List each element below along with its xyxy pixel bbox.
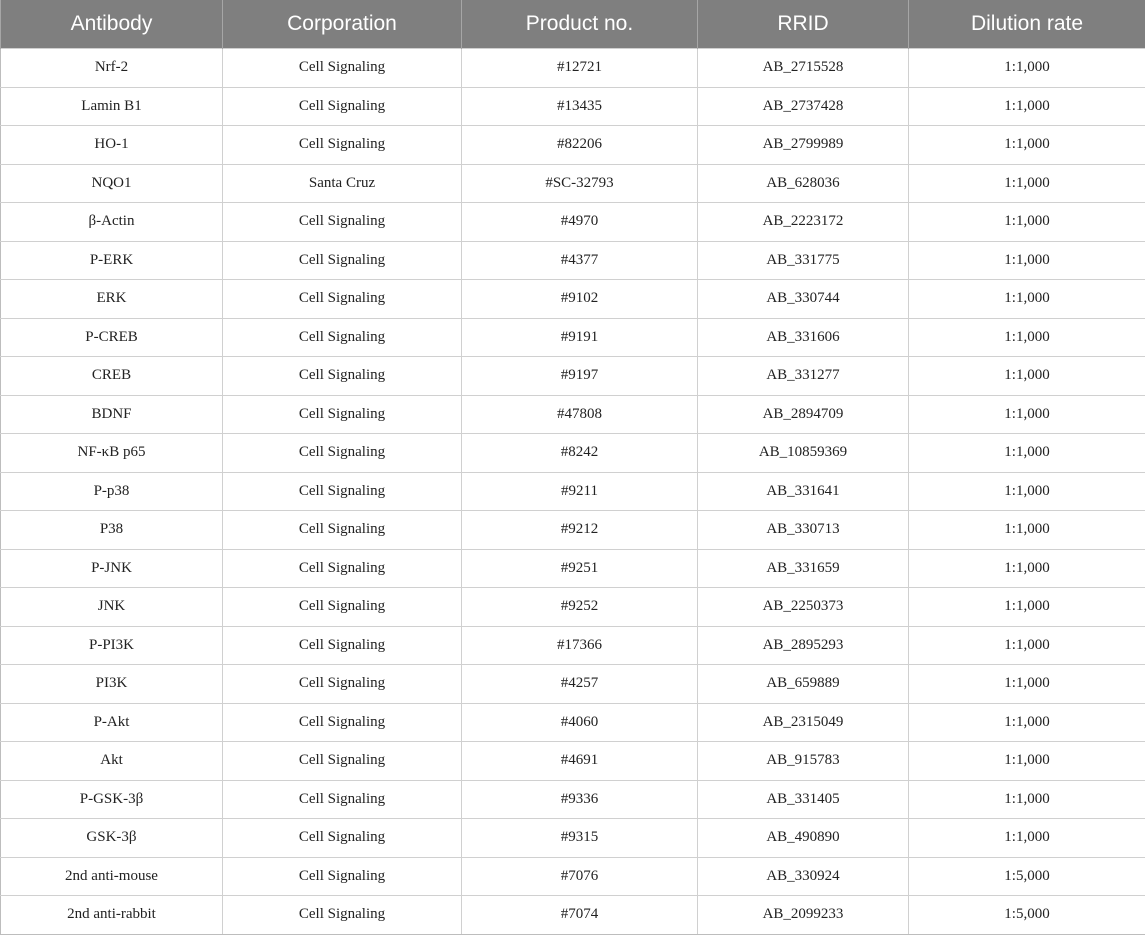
table-row bbox=[1, 626, 1145, 665]
product-no-cell: #13435 bbox=[462, 87, 698, 126]
rrid-cell: AB_628036 bbox=[698, 164, 909, 203]
antibody-cell: PI3K bbox=[1, 665, 223, 704]
corporation-cell: Cell Signaling bbox=[223, 318, 462, 357]
product-no-cell: #4060 bbox=[462, 703, 698, 742]
antibody-cell: P-CREB bbox=[1, 318, 223, 357]
antibody-cell: BDNF bbox=[1, 395, 223, 434]
rrid-cell: AB_2099233 bbox=[698, 896, 909, 935]
rrid-cell: AB_2894709 bbox=[698, 395, 909, 434]
product-no-cell: #9197 bbox=[462, 357, 698, 396]
table-row bbox=[1, 203, 1145, 242]
antibody-cell: GSK-3β bbox=[1, 819, 223, 858]
antibody-cell: HO-1 bbox=[1, 126, 223, 165]
dilution-rate-cell: 1:1,000 bbox=[909, 626, 1145, 665]
product-no-cell: #9191 bbox=[462, 318, 698, 357]
corporation-cell: Cell Signaling bbox=[223, 203, 462, 242]
product-no-cell: #4377 bbox=[462, 241, 698, 280]
dilution-rate-cell: 1:1,000 bbox=[909, 164, 1145, 203]
product-no-cell: #12721 bbox=[462, 49, 698, 88]
dilution-rate-cell: 1:1,000 bbox=[909, 357, 1145, 396]
corporation-cell: Cell Signaling bbox=[223, 549, 462, 588]
product-no-cell: #7074 bbox=[462, 896, 698, 935]
rrid-cell: AB_331641 bbox=[698, 472, 909, 511]
rrid-cell: AB_2737428 bbox=[698, 87, 909, 126]
antibody-cell: P-ERK bbox=[1, 241, 223, 280]
header-product-no: Product no. bbox=[462, 0, 698, 49]
product-no-cell: #17366 bbox=[462, 626, 698, 665]
antibody-cell: 2nd anti-mouse bbox=[1, 857, 223, 896]
header-dilution-rate: Dilution rate bbox=[909, 0, 1145, 49]
antibody-cell: 2nd anti-rabbit bbox=[1, 896, 223, 935]
dilution-rate-cell: 1:1,000 bbox=[909, 511, 1145, 550]
product-no-cell: #SC-32793 bbox=[462, 164, 698, 203]
table-row bbox=[1, 511, 1145, 550]
dilution-rate-cell: 1:1,000 bbox=[909, 241, 1145, 280]
corporation-cell: Cell Signaling bbox=[223, 703, 462, 742]
corporation-cell: Cell Signaling bbox=[223, 357, 462, 396]
rrid-cell: AB_331659 bbox=[698, 549, 909, 588]
corporation-cell: Cell Signaling bbox=[223, 511, 462, 550]
corporation-cell: Santa Cruz bbox=[223, 164, 462, 203]
rrid-cell: AB_2315049 bbox=[698, 703, 909, 742]
corporation-cell: Cell Signaling bbox=[223, 588, 462, 627]
antibody-cell: P-p38 bbox=[1, 472, 223, 511]
corporation-cell: Cell Signaling bbox=[223, 126, 462, 165]
rrid-cell: AB_490890 bbox=[698, 819, 909, 858]
table-row bbox=[1, 665, 1145, 704]
rrid-cell: AB_331606 bbox=[698, 318, 909, 357]
rrid-cell: AB_2250373 bbox=[698, 588, 909, 627]
antibody-cell: P-PI3K bbox=[1, 626, 223, 665]
product-no-cell: #9102 bbox=[462, 280, 698, 319]
corporation-cell: Cell Signaling bbox=[223, 280, 462, 319]
dilution-rate-cell: 1:1,000 bbox=[909, 549, 1145, 588]
product-no-cell: #9336 bbox=[462, 780, 698, 819]
rrid-cell: AB_331277 bbox=[698, 357, 909, 396]
rrid-cell: AB_659889 bbox=[698, 665, 909, 704]
antibody-cell: Lamin B1 bbox=[1, 87, 223, 126]
corporation-cell: Cell Signaling bbox=[223, 395, 462, 434]
product-no-cell: #9252 bbox=[462, 588, 698, 627]
rrid-cell: AB_2715528 bbox=[698, 49, 909, 88]
antibody-cell: β-Actin bbox=[1, 203, 223, 242]
antibody-cell: Nrf-2 bbox=[1, 49, 223, 88]
corporation-cell: Cell Signaling bbox=[223, 472, 462, 511]
dilution-rate-cell: 1:1,000 bbox=[909, 203, 1145, 242]
rrid-cell: AB_915783 bbox=[698, 742, 909, 781]
dilution-rate-cell: 1:1,000 bbox=[909, 703, 1145, 742]
table-row bbox=[1, 318, 1145, 357]
table-row bbox=[1, 742, 1145, 781]
corporation-cell: Cell Signaling bbox=[223, 819, 462, 858]
table-row bbox=[1, 395, 1145, 434]
dilution-rate-cell: 1:1,000 bbox=[909, 588, 1145, 627]
corporation-cell: Cell Signaling bbox=[223, 87, 462, 126]
antibody-cell: CREB bbox=[1, 357, 223, 396]
product-no-cell: #7076 bbox=[462, 857, 698, 896]
header-antibody: Antibody bbox=[1, 0, 223, 49]
antibody-cell: P38 bbox=[1, 511, 223, 550]
table-row bbox=[1, 241, 1145, 280]
dilution-rate-cell: 1:1,000 bbox=[909, 742, 1145, 781]
antibody-cell: P-JNK bbox=[1, 549, 223, 588]
antibody-cell: P-GSK-3β bbox=[1, 780, 223, 819]
dilution-rate-cell: 1:1,000 bbox=[909, 49, 1145, 88]
table-row bbox=[1, 857, 1145, 896]
dilution-rate-cell: 1:5,000 bbox=[909, 857, 1145, 896]
header-row bbox=[1, 0, 1145, 49]
product-no-cell: #4970 bbox=[462, 203, 698, 242]
table-row bbox=[1, 819, 1145, 858]
dilution-rate-cell: 1:1,000 bbox=[909, 819, 1145, 858]
corporation-cell: Cell Signaling bbox=[223, 857, 462, 896]
rrid-cell: AB_2223172 bbox=[698, 203, 909, 242]
product-no-cell: #4257 bbox=[462, 665, 698, 704]
product-no-cell: #9211 bbox=[462, 472, 698, 511]
product-no-cell: #47808 bbox=[462, 395, 698, 434]
corporation-cell: Cell Signaling bbox=[223, 665, 462, 704]
corporation-cell: Cell Signaling bbox=[223, 49, 462, 88]
table-row bbox=[1, 588, 1145, 627]
product-no-cell: #9212 bbox=[462, 511, 698, 550]
corporation-cell: Cell Signaling bbox=[223, 896, 462, 935]
dilution-rate-cell: 1:1,000 bbox=[909, 665, 1145, 704]
corporation-cell: Cell Signaling bbox=[223, 626, 462, 665]
rrid-cell: AB_330924 bbox=[698, 857, 909, 896]
dilution-rate-cell: 1:1,000 bbox=[909, 126, 1145, 165]
dilution-rate-cell: 1:1,000 bbox=[909, 87, 1145, 126]
table-row bbox=[1, 703, 1145, 742]
dilution-rate-cell: 1:1,000 bbox=[909, 395, 1145, 434]
rrid-cell: AB_2895293 bbox=[698, 626, 909, 665]
table-row bbox=[1, 357, 1145, 396]
table-body bbox=[1, 49, 1145, 935]
rrid-cell: AB_331405 bbox=[698, 780, 909, 819]
antibody-cell: ERK bbox=[1, 280, 223, 319]
table-row bbox=[1, 549, 1145, 588]
rrid-cell: AB_330744 bbox=[698, 280, 909, 319]
header-rrid: RRID bbox=[698, 0, 909, 49]
header-corporation: Corporation bbox=[223, 0, 462, 49]
dilution-rate-cell: 1:5,000 bbox=[909, 896, 1145, 935]
rrid-cell: AB_331775 bbox=[698, 241, 909, 280]
dilution-rate-cell: 1:1,000 bbox=[909, 434, 1145, 473]
product-no-cell: #4691 bbox=[462, 742, 698, 781]
antibody-cell: NQO1 bbox=[1, 164, 223, 203]
dilution-rate-cell: 1:1,000 bbox=[909, 472, 1145, 511]
product-no-cell: #9315 bbox=[462, 819, 698, 858]
dilution-rate-cell: 1:1,000 bbox=[909, 780, 1145, 819]
antibody-cell: JNK bbox=[1, 588, 223, 627]
table-row bbox=[1, 896, 1145, 935]
table-row bbox=[1, 164, 1145, 203]
corporation-cell: Cell Signaling bbox=[223, 742, 462, 781]
dilution-rate-cell: 1:1,000 bbox=[909, 280, 1145, 319]
rrid-cell: AB_2799989 bbox=[698, 126, 909, 165]
product-no-cell: #82206 bbox=[462, 126, 698, 165]
antibody-cell: P-Akt bbox=[1, 703, 223, 742]
rrid-cell: AB_10859369 bbox=[698, 434, 909, 473]
table-row bbox=[1, 472, 1145, 511]
rrid-cell: AB_330713 bbox=[698, 511, 909, 550]
corporation-cell: Cell Signaling bbox=[223, 780, 462, 819]
corporation-cell: Cell Signaling bbox=[223, 241, 462, 280]
product-no-cell: #8242 bbox=[462, 434, 698, 473]
corporation-cell: Cell Signaling bbox=[223, 434, 462, 473]
table-header bbox=[1, 0, 1145, 49]
table-row bbox=[1, 280, 1145, 319]
product-no-cell: #9251 bbox=[462, 549, 698, 588]
antibody-cell: NF-κB p65 bbox=[1, 434, 223, 473]
dilution-rate-cell: 1:1,000 bbox=[909, 318, 1145, 357]
table-row bbox=[1, 87, 1145, 126]
table-row bbox=[1, 780, 1145, 819]
table-row bbox=[1, 126, 1145, 165]
antibody-cell: Akt bbox=[1, 742, 223, 781]
table-row bbox=[1, 49, 1145, 88]
table-row bbox=[1, 434, 1145, 473]
